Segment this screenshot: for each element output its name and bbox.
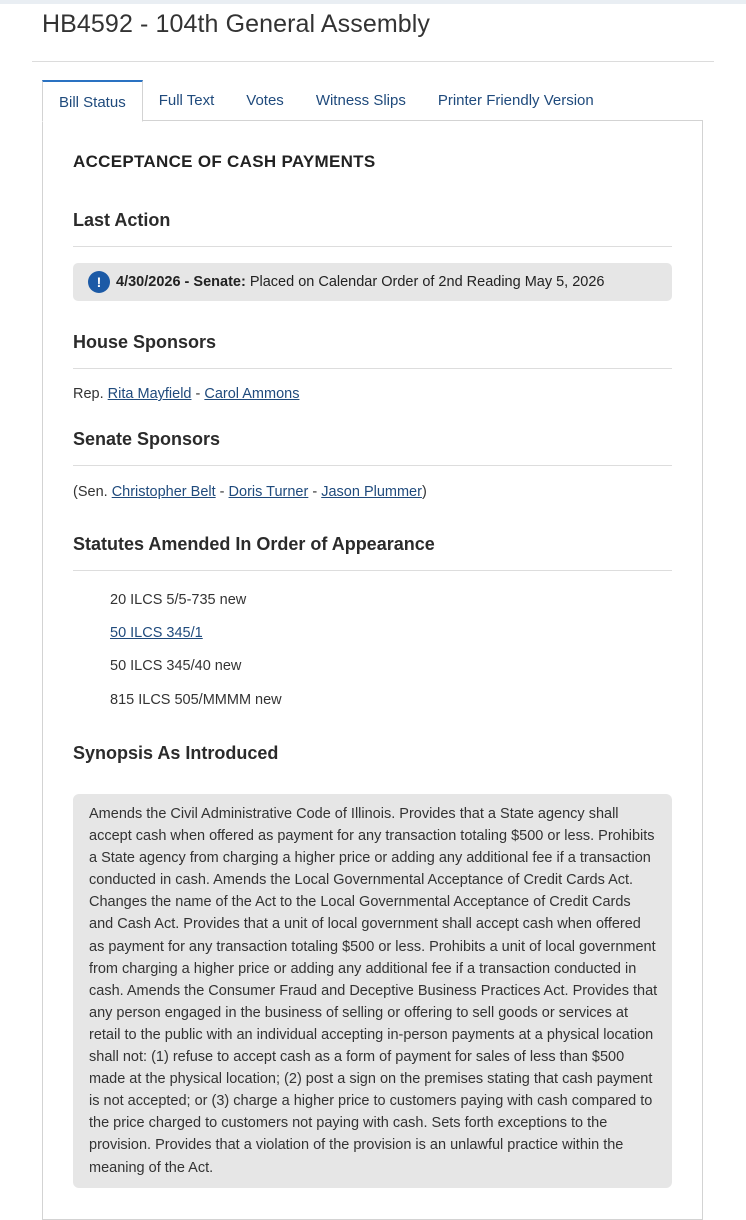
statute-item: 50 ILCS 345/40 new — [110, 658, 242, 674]
last-action-date: 4/30/2026 — [116, 274, 181, 290]
last-action-box — [73, 263, 672, 301]
house-sponsors-divider — [73, 368, 672, 369]
synopsis-box — [73, 794, 672, 1188]
house-sponsors-prefix: Rep. — [73, 386, 108, 402]
sponsor-separator: - — [308, 484, 322, 500]
sponsor-link-jason-plummer[interactable]: Jason Plummer — [321, 484, 422, 500]
bill-tabs — [42, 80, 610, 121]
sponsor-separator: - — [215, 484, 229, 500]
title-divider — [32, 61, 714, 62]
tab-printer-friendly-version[interactable]: Printer Friendly Version — [437, 92, 594, 109]
sponsor-link-christopher-belt[interactable]: Christopher Belt — [111, 484, 216, 500]
sponsor-link-carol-ammons[interactable]: Carol Ammons — [204, 386, 300, 402]
house-sponsors-list — [73, 386, 299, 402]
senate-sponsors-divider — [73, 465, 672, 466]
page-title: HB4592 - 104th General Assembly — [42, 10, 431, 38]
exclamation-icon: ! — [88, 271, 110, 293]
sponsor-link-rita-mayfield[interactable]: Rita Mayfield — [107, 386, 192, 402]
senate-sponsors-prefix: (Sen. — [73, 484, 112, 500]
bill-short-title: ACCEPTANCE OF CASH PAYMENTS — [73, 152, 376, 171]
tab-bill-status[interactable]: Bill Status — [42, 80, 143, 122]
statute-item: 20 ILCS 5/5-735 new — [110, 592, 247, 608]
tab-votes[interactable]: Votes — [246, 92, 284, 109]
last-action-text: Placed on Calendar Order of 2nd Reading May 5, 2026 — [249, 274, 605, 290]
synopsis-heading: Synopsis As Introduced — [73, 743, 279, 763]
synopsis-text: Amends the Civil Administrative Code of Illinois. Provides that a State agency shall accept cash when offered as payment for any transaction totaling $500 or less. Prohibits a State agency from charging a higher price or adding any additional fee if a transaction conducted in cash. Amends the Local Governmental Acceptance of Credit Cards Act. Changes the name of the Act to the Local Governmental Acceptance of Credit Cards and Cash Act. Provides that a unit of local government shall accept cash when offered as payment for any transaction totaling $500 or less. Prohibits a unit of local government from charging a higher price or adding any additional fee if a transaction conducted in cash. Amends the Consumer Fraud and Deceptive Business Practices Act. Provides that any person engaged in the business of selling or offering to sell goods or services at retail to the public with an individual accepting in-person payments at a physical location shall not: (1) refuse to accept cash as a form of payment for sales of less than $500 made at the physical location; (2) post a sign on the premises stating that cash payment is not accepted; or (3) charge a higher price to customers paying with cash compared to the price charged to customers not paying with cash. Sets forth exceptions to the provision. Provides that a violation of the provision is an unlawful practice within the meaning of the Act. — [89, 806, 658, 1176]
statutes-divider — [73, 570, 672, 571]
top-accent-line — [0, 0, 746, 4]
tab-full-text[interactable]: Full Text — [158, 92, 215, 109]
statute-item: 815 ILCS 505/MMMM new — [110, 692, 282, 708]
last-action-heading: Last Action — [73, 210, 171, 230]
senate-sponsors-suffix: ) — [421, 484, 427, 500]
tab-witness-slips[interactable]: Witness Slips — [315, 92, 406, 109]
last-action-chamber: Senate: — [193, 274, 246, 290]
senate-sponsors-heading: Senate Sponsors — [73, 429, 221, 449]
sponsor-link-doris-turner[interactable]: Doris Turner — [228, 484, 309, 500]
statutes-heading: Statutes Amended In Order of Appearance — [73, 534, 435, 554]
last-action-separator: - — [180, 274, 194, 290]
sponsor-separator: - — [191, 386, 205, 402]
senate-sponsors-list — [73, 484, 427, 500]
statute-link-50-ilcs-345-1[interactable]: 50 ILCS 345/1 — [110, 625, 203, 641]
house-sponsors-heading: House Sponsors — [73, 332, 217, 352]
last-action-divider — [73, 246, 672, 247]
